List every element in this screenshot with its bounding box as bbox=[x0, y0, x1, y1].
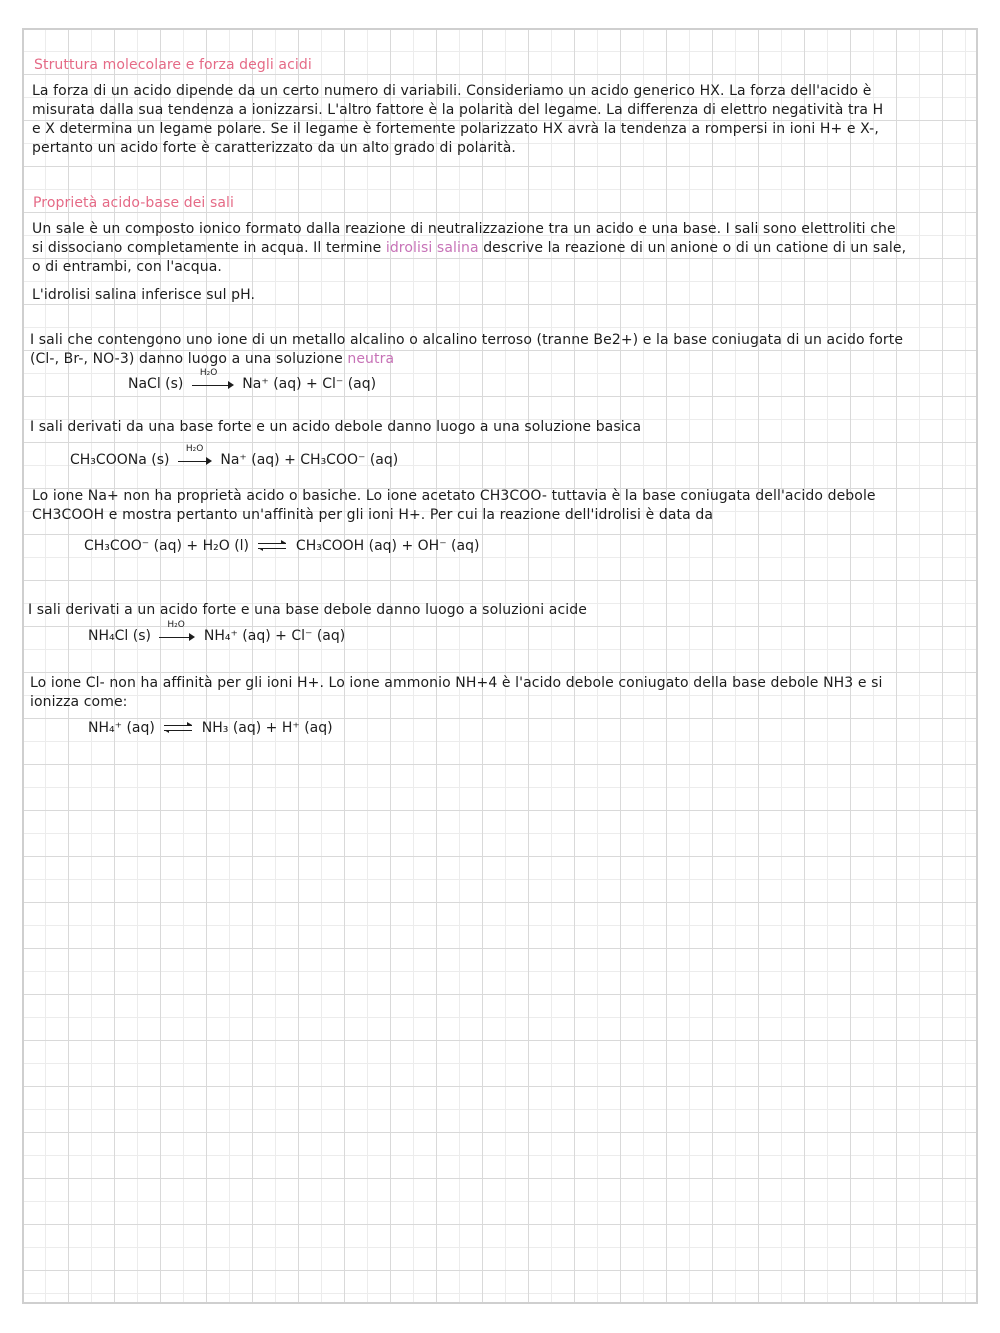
equation-right: NH₄⁺ (aq) + Cl⁻ (aq) bbox=[203, 628, 346, 644]
arrow-label: H₂O bbox=[199, 368, 218, 378]
paragraph-line: I sali derivati da una base forte e un acido debole danno luogo a una soluzione basica bbox=[30, 419, 642, 435]
paragraph-line: I sali che contengono uno ione di un metallo alcalino o alcalino terroso (tranne Be2+) e la base coniugata di un acido forte bbox=[30, 332, 904, 348]
paragraph-line: misurata dalla sua tendenza a ionizzarsi. L'altro fattore è la polarità del legame. La differenza di elettro negatività tra H bbox=[32, 102, 884, 118]
arrow-label: H₂O bbox=[167, 620, 185, 630]
text-span: (Cl-, Br-, NO-3) danno luogo a una soluzione bbox=[30, 351, 348, 367]
arrow-label: H₂O bbox=[185, 444, 204, 454]
equation-left: NH₄Cl (s) bbox=[88, 628, 151, 644]
equation-sodium-acetate bbox=[70, 444, 399, 468]
paragraph-line bbox=[30, 350, 394, 369]
paragraph-line: Lo ione Na+ non ha proprietà acido o basiche. Lo ione acetato CH3COO- tuttavia è la base coniugata dell'acido debole bbox=[32, 488, 876, 504]
equation-ammonium-chloride bbox=[88, 620, 346, 644]
reaction-arrow-icon bbox=[192, 368, 234, 391]
equation-right: NH₃ (aq) + H⁺ (aq) bbox=[201, 720, 333, 736]
text-span: descrive la reazione di un anione o di un catione di un sale, bbox=[478, 240, 907, 256]
paragraph-line: La forza di un acido dipende da un certo numero di variabili. Consideriamo un acido generico HX. La forza dell'acido è bbox=[32, 83, 872, 99]
equation-right: Na⁺ (aq) + CH₃COO⁻ (aq) bbox=[220, 452, 399, 468]
equation-right: Na⁺ (aq) + Cl⁻ (aq) bbox=[242, 376, 377, 392]
equation-left: NH₄⁺ (aq) bbox=[88, 720, 155, 736]
paragraph-line: L'idrolisi salina inferisce sul pH. bbox=[32, 287, 256, 303]
equation-ammonium-ionization bbox=[88, 720, 333, 736]
reaction-arrow-icon bbox=[159, 620, 195, 643]
equation-nacl bbox=[128, 368, 377, 392]
text-span: si dissociano completamente in acqua. Il termine bbox=[32, 240, 386, 256]
equilibrium-arrow-icon bbox=[258, 539, 286, 553]
equation-right: CH₃COOH (aq) + OH⁻ (aq) bbox=[295, 538, 480, 554]
highlighted-term: idrolisi salina bbox=[385, 240, 479, 256]
equilibrium-arrow-icon bbox=[164, 721, 192, 735]
equation-left: CH₃COO⁻ (aq) + H₂O (l) bbox=[84, 538, 250, 554]
paragraph-line: CH3COOH e mostra pertanto un'affinità per gli ioni H+. Per cui la reazione dell'idrolisi è data da bbox=[32, 507, 714, 523]
paragraph-line: pertanto un acido forte è caratterizzato da un alto grado di polarità. bbox=[32, 140, 516, 156]
reaction-arrow-icon bbox=[178, 444, 212, 467]
paragraph-line: o di entrambi, con l'acqua. bbox=[32, 259, 222, 275]
equation-left: CH₃COONa (s) bbox=[70, 452, 170, 468]
paragraph-line: I sali derivati a un acido forte e una base debole danno luogo a soluzioni acide bbox=[28, 602, 587, 618]
paragraph-line: ionizza come: bbox=[30, 694, 128, 710]
equation-acetate-hydrolysis bbox=[84, 538, 479, 554]
paragraph-line: Un sale è un composto ionico formato dalla reazione di neutralizzazione tra un acido e una base. I sali sono elettroliti che bbox=[32, 221, 896, 237]
section-title-acid-strength: Struttura molecolare e forza degli acidi bbox=[34, 57, 312, 73]
paragraph-line: e X determina un legame polare. Se il legame è fortemente polarizzato HX avrà la tendenza a rompersi in ioni H+ e X-, bbox=[32, 121, 879, 137]
highlighted-term: neutra bbox=[347, 351, 395, 367]
paragraph-line bbox=[32, 239, 906, 258]
paragraph-line: Lo ione Cl- non ha affinità per gli ioni H+. Lo ione ammonio NH+4 è l'acido debole coniugato della base debole NH3 e si bbox=[30, 675, 883, 691]
equation-left: NaCl (s) bbox=[128, 376, 184, 392]
section-title-salts: Proprietà acido-base dei sali bbox=[33, 195, 235, 211]
